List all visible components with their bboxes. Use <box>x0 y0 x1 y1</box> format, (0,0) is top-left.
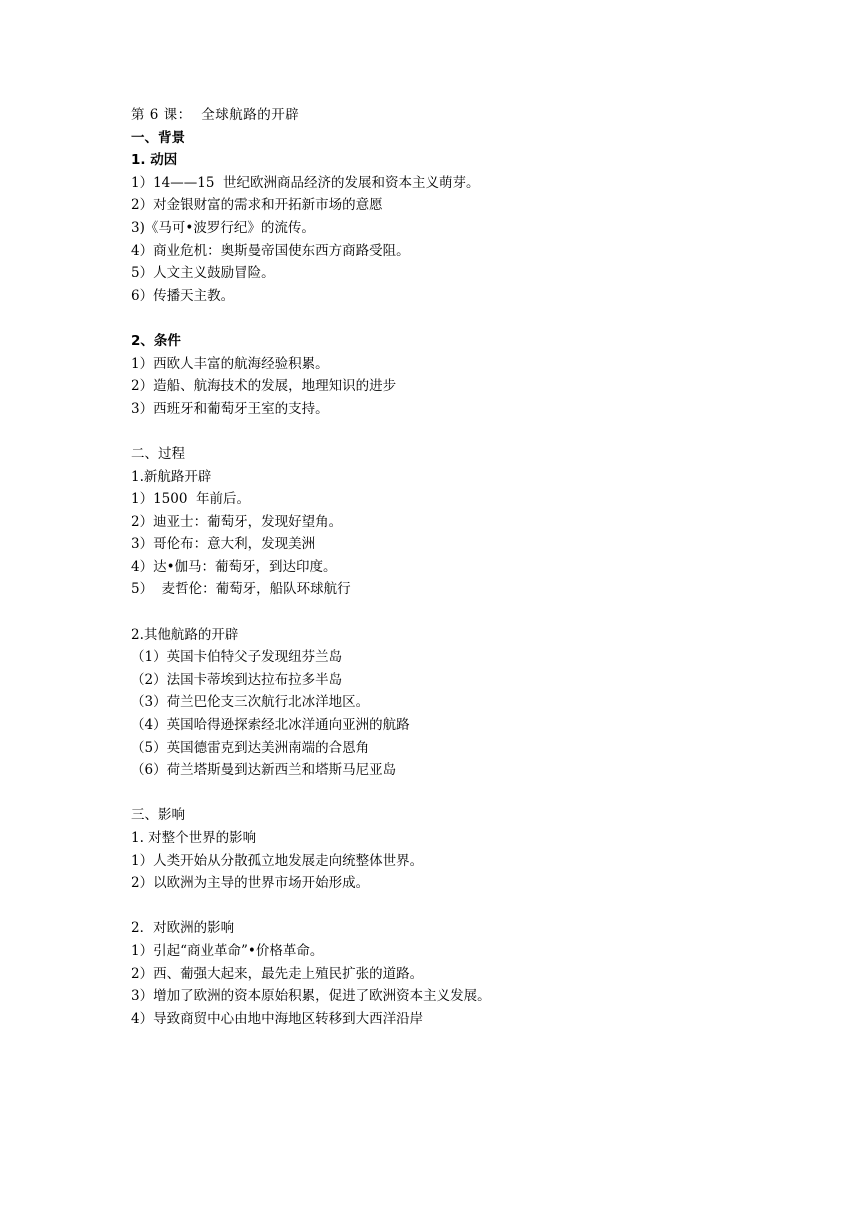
spacer <box>131 420 771 443</box>
list-item: 4）商业危机：奥斯曼帝国使东西方商路受阻。 <box>131 242 410 259</box>
list-item: 2）西、葡强大起来，最先走上殖民扩张的道路。 <box>131 965 424 982</box>
list-item: 3）增加了欧洲的资本原始积累，促进了欧洲资本主义发展。 <box>131 988 491 1005</box>
list-item: （3）荷兰巴伦支三次航行北冰洋地区。 <box>131 694 370 711</box>
list-item: 2）对金银财富的需求和开拓新市场的意愿 <box>131 197 383 214</box>
list-item: 2）迪亚士：葡萄牙，发现好望角。 <box>131 513 343 530</box>
subheading-world-impact: 1. 对整个世界的影响 <box>131 830 257 846</box>
section-heading-process: 二、过程 <box>131 445 185 462</box>
spacer <box>131 601 771 624</box>
list-item: 4）导致商贸中心由地中海地区转移到大西洋沿岸 <box>131 1010 424 1027</box>
subheading-new-routes: 1.新航路开辟 <box>131 468 212 485</box>
list-item: 2）以欧洲为主导的世界市场开始形成。 <box>131 875 370 892</box>
subheading-other-routes: 2.其他航路的开辟 <box>131 626 239 643</box>
motives-list <box>131 172 771 308</box>
conditions-list <box>131 353 771 421</box>
list-item: 6）传播天主教。 <box>131 287 235 304</box>
list-item: 1）14——15 世纪欧洲商品经济的发展和资本主义萌芽。 <box>131 174 480 191</box>
list-item: 5） 麦哲伦：葡萄牙，船队环球航行 <box>131 581 351 598</box>
list-item: 4）达•伽马：葡萄牙，到达印度。 <box>131 558 337 575</box>
world-impact-list <box>131 850 771 895</box>
other-routes-list <box>131 646 771 782</box>
subheading-europe-impact: 2．对欧洲的影响 <box>131 920 235 937</box>
new-routes-list <box>131 488 771 601</box>
europe-impact-list <box>131 940 771 1030</box>
list-item: 1）人类开始从分散孤立地发展走向统整体世界。 <box>131 852 424 869</box>
list-item: 1）西欧人丰富的航海经验积累。 <box>131 355 329 372</box>
subheading-motives: 1. 动因 <box>131 152 178 169</box>
list-item: 1）1500 年前后。 <box>131 491 251 508</box>
spacer <box>131 782 771 805</box>
list-item: （2）法国卡蒂埃到达拉布拉多半岛 <box>131 671 343 688</box>
list-item: （1）英国卡伯特父子发现纽芬兰岛 <box>131 649 343 666</box>
document-body <box>131 104 771 1030</box>
list-item: （6）荷兰塔斯曼到达新西兰和塔斯马尼亚岛 <box>131 762 397 779</box>
section-heading-impact: 三、影响 <box>131 807 185 824</box>
list-item: （4）英国哈得逊探索经北冰洋通向亚洲的航路 <box>131 717 410 734</box>
list-item: 5）人文主义鼓励冒险。 <box>131 265 275 282</box>
subheading-conditions: 2、条件 <box>131 332 181 349</box>
spacer <box>131 307 771 330</box>
list-item: 2）造船、航海技术的发展，地理知识的进步 <box>131 378 397 395</box>
list-item: 3)《马可•波罗行纪》的流传。 <box>131 219 315 236</box>
lesson-title: 第 6 课： 全球航路的开辟 <box>131 107 300 123</box>
section-heading-background: 一、背景 <box>131 129 185 146</box>
list-item: 3）哥伦布：意大利，发现美洲 <box>131 536 316 553</box>
list-item: （5）英国德雷克到达美洲南端的合恩角 <box>131 739 370 756</box>
list-item: 3）西班牙和葡萄牙王室的支持。 <box>131 400 329 417</box>
list-item: 1）引起“商业革命”•价格革命。 <box>131 942 324 959</box>
spacer <box>131 895 771 918</box>
